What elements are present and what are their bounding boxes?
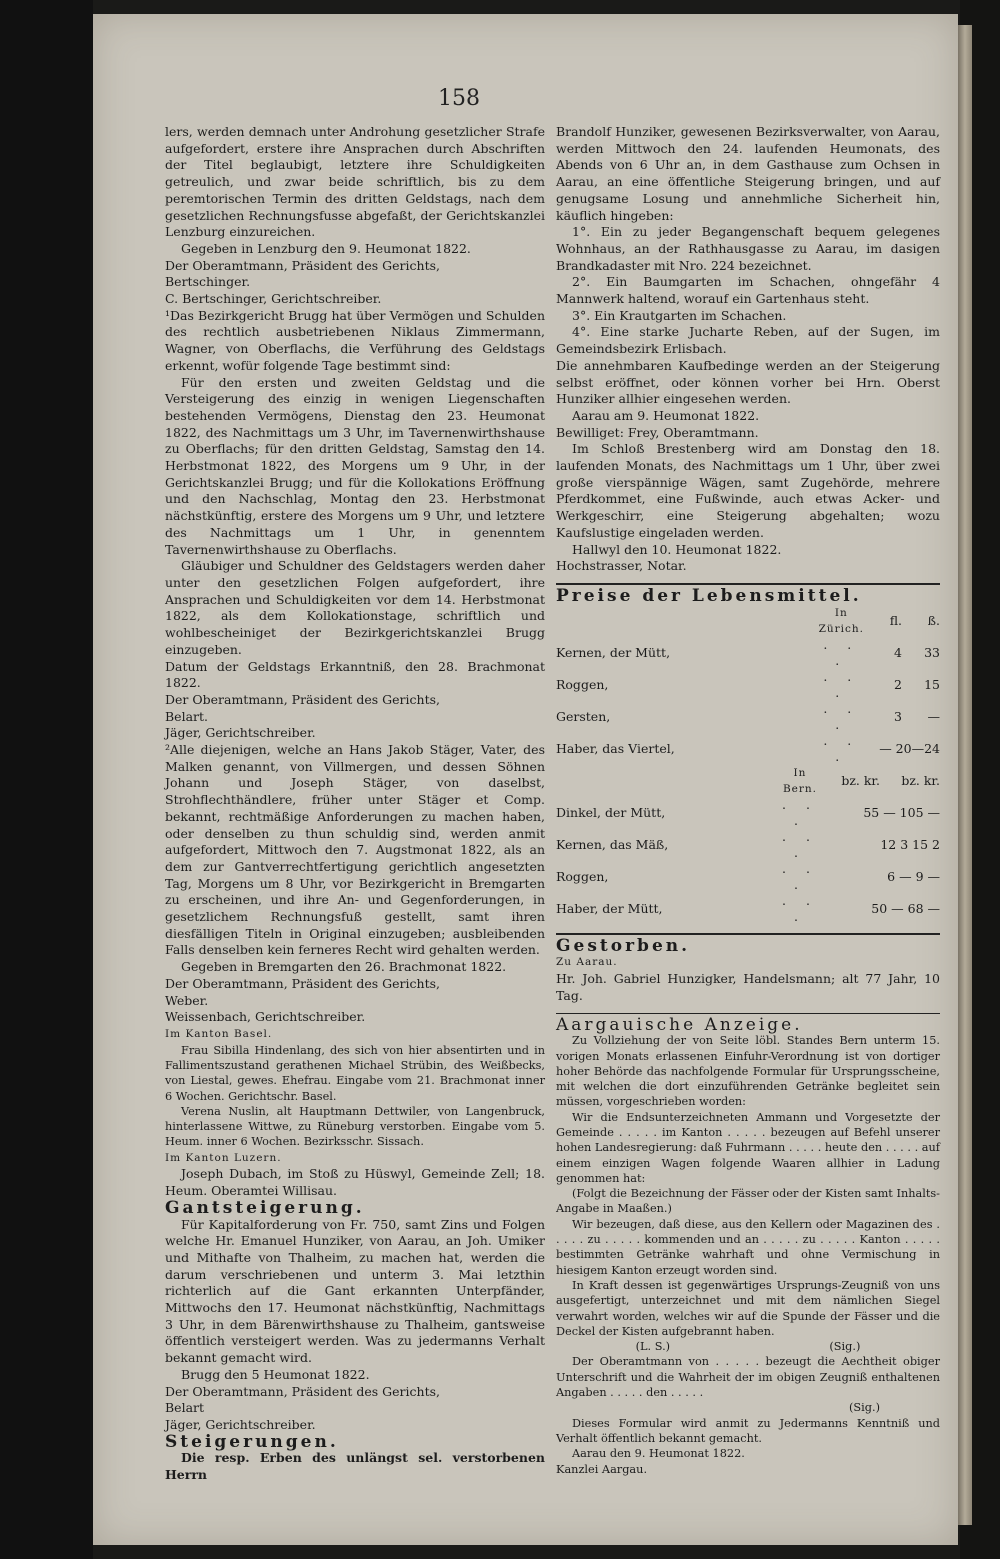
- signature-line: Der Oberamtmann, Präsident des Gerichts,: [165, 975, 440, 991]
- price-value: — 20—24: [879, 740, 940, 756]
- seal-line: [556, 1339, 940, 1354]
- steigerungen-text: Die resp. Erben des unlängst sel. verstorbenen Herrn: [165, 1450, 545, 1483]
- price-item: Roggen,: [556, 676, 609, 692]
- left-column: [165, 124, 545, 1484]
- leader-dots: . . .: [823, 636, 860, 668]
- signature-line: Der Oberamtmann, Präsident des Gerichts,: [165, 257, 440, 273]
- table-row: [556, 829, 940, 861]
- price-item: Dinkel, der Mütt,: [556, 804, 666, 820]
- section-basel-heading: Im Kanton Basel.: [165, 1027, 273, 1040]
- column-header: bz. kr.: [841, 772, 880, 788]
- price-value: 4: [894, 644, 902, 660]
- table-row: [556, 733, 940, 765]
- price-value: —: [927, 708, 940, 724]
- price-value: 55 — 105 —: [863, 804, 940, 820]
- died-heading: Gestorben.: [556, 935, 691, 956]
- table-row: [556, 861, 940, 893]
- notice-brugg-creditors: Gläubiger und Schuldner des Geldstagers werden daher unter den gesetzlichen Folgen aufgefordert, ihre Ansprachen und Schuldigkeiten vor dem 14. Herbstmonat 1822, als dem Kollokationstage, schriftlich und wohlbescheiniget der Bezirkgerichtskanzlei Brugg einzugeben.: [165, 558, 545, 657]
- auction-item: 4°. Eine starke Jucharte Reben, auf der Sugen, im Gemeindsbezirk Erlisbach.: [556, 324, 940, 357]
- section-divider: [556, 933, 940, 935]
- basel-entry: Frau Sibilla Hindenlang, des sich von hier absentirten und in Fallimentszustand gerathenen Michael Strübin, des Weißbecks, von Liestal, gewes. Ehefrau. Eingabe vom 21. Brachmonat inner 6 Wochen. Gerichtschr. Basel.: [165, 1043, 545, 1103]
- page-number: 158: [438, 86, 480, 111]
- section-divider: [556, 1013, 940, 1014]
- section-luzern-heading: Im Kanton Luzern.: [165, 1151, 282, 1164]
- price-value: 12 3 15 2: [880, 836, 940, 852]
- auction-item: 3°. Ein Krautgarten im Schachen.: [572, 307, 787, 323]
- anzeige-text: (Folgt die Bezeichnung der Fässer oder der Kisten samt Inhalts-Angabe in Maaßen.): [556, 1187, 940, 1216]
- price-item: Kernen, das Mäß,: [556, 836, 669, 852]
- leader-dots: . . .: [823, 700, 860, 732]
- price-item: Gersten,: [556, 708, 611, 724]
- luzern-entry: Joseph Dubach, im Stoß zu Hüswyl, Gemeinde Zell; 18. Heum. Oberamtei Willisau.: [165, 1166, 545, 1199]
- notice-bremgarten-text: ²Alle diejenigen, welche an Hans Jakob Stäger, Vater, des Malken genannt, von Villmergen, und dessen Söhnen Johann und Joseph Stäger, von daselbst, Strohflechthändlere, früher unter Stäger et Comp. bekannt, rechtmäßige Anforderungen zu machen haben, oder denselben zu thun schuldig sind, werden anmit aufgefordert, Mittwoch den 7. Augstmonat 1822, als an dem zur Gantverrechtfertigung gerichtlich angesetzten Tag, Morgens um 8 Uhr, vor Bezirkgericht in Bremgarten zu erscheinen, und ihre An- und Gegenforderungen, in gesetzlichem Rechnungsfuß gestellt, samt ihren diesfälligen Titeln in Original einzugeben; ausbleibenden Falls denselben kein ferneres Recht wird gehalten werden.: [165, 742, 545, 958]
- price-value: 6 — 9 —: [887, 868, 940, 884]
- leader-dots: . . .: [782, 796, 818, 828]
- signature-line: Der Oberamtmann, Präsident des Gerichts,: [165, 1383, 440, 1399]
- column-header: ß.: [927, 612, 940, 628]
- signature-clerk: C. Bertschinger, Gerichtschreiber.: [165, 291, 382, 307]
- section-divider: [556, 583, 940, 585]
- seal-mark: (L. S.): [635, 1340, 671, 1354]
- gantsteigerung-date: Brugg den 5 Heumonat 1822.: [181, 1366, 370, 1382]
- anzeige-heading: Aargauische Anzeige.: [556, 1014, 803, 1035]
- price-value: 3: [894, 708, 902, 724]
- prices-zurich-heading: In Zürich.: [818, 606, 864, 635]
- auction-brestenberg-text: Im Schloß Brestenberg wird am Donstag den 18. laufenden Monats, des Nachmittags um 1 Uhr, über zwei große vierspännige Wägen, samt Zugehörde, mehrere Pferdkommet, eine Fußwinde, auch etwas Acker- und Werkgeschirr, eine Steigerung abgehalten; wozu Kaufslustige eingeladen werden.: [556, 441, 940, 540]
- leader-dots: . . .: [823, 732, 860, 764]
- auction-item: 1°. Ein zu jeder Begangenschaft bequem gelegenes Wohnhaus, an der Rathhausgasse zu Aarau, im dasigen Brandkadaster mit Nro. 224 bezeichnet.: [556, 224, 940, 273]
- notary-signature: Hochstrasser, Notar.: [556, 558, 687, 574]
- price-value: 15: [924, 676, 940, 692]
- anzeige-signature: Kanzlei Aargau.: [556, 1462, 648, 1476]
- auction-hunziker-text: Brandolf Hunziker, gewesenen Bezirksverwalter, von Aarau, werden Mittwoch den 24. laufenden Heumonats, des Abends von 6 Uhr an, in dem Gasthause zum Ochsen in Aarau, an eine öffentliche Steigerung bringen, und auf genugsame Losung und annehmliche Sicherheit hin, käuflich hingeben:: [556, 124, 940, 223]
- anzeige-text: Wir die Endsunterzeichneten Ammann und Vorgesetzte der Gemeinde . . . . . im Kanton . . . . . bezeugen auf Befehl unserer hohen Landesregierung: daß Fuhrmann . . . . . heute den . . . . . auf einem einzigen Wagen folgende Waaren allhier in Ladung genommen hat:: [556, 1110, 940, 1185]
- table-row: [556, 893, 940, 925]
- gantsteigerung-text: Für Kapitalforderung von Fr. 750, samt Zins und Folgen welche Hr. Emanuel Hunziker, von Aarau, an Joh. Umiker und Mithafte von Thalheim, zu machen hat, werden die darum verschriebenen und unterm 3. Mai letzthin richterlich auf die Gant erkannten Unterpfänder, Mittwochs den 17. Heumonat nächstkünftig, Nachmittags 3 Uhr, in dem Bärenwirthshause zu Thalheim, gantsweise öffentlich versteigert werden. Was zu jedermanns Verhalt bekannt gemacht wird.: [165, 1216, 545, 1366]
- price-value: 50 — 68 —: [871, 900, 940, 916]
- table-row: [556, 701, 940, 733]
- leader-dots: . . .: [823, 668, 860, 700]
- signature-mark: (Sig.): [849, 1401, 880, 1415]
- auction-brestenberg-date: Hallwyl den 10. Heumonat 1822.: [572, 541, 782, 557]
- auction-conditions: Die annehmbaren Kaufbedinge werden an der Steigerung selbst eröffnet, oder können vorher bei Hrn. Oberst Hunziker allhier eingesehen werden.: [556, 357, 940, 407]
- prices-zurich-table: [556, 605, 940, 765]
- auction-approval: Bewilliget: Frey, Oberamtmann.: [556, 424, 759, 440]
- table-row: [556, 797, 940, 829]
- price-value: 33: [924, 644, 940, 660]
- leader-dots: . . .: [782, 892, 818, 924]
- column-header: fl.: [889, 612, 902, 628]
- notice-lenzburg-date: Gegeben in Lenzburg den 9. Heumonat 1822.: [181, 240, 471, 256]
- anzeige-date: Aarau den 9. Heumonat 1822.: [572, 1447, 745, 1461]
- died-entry: Hr. Joh. Gabriel Hunzigker, Handelsmann; alt 77 Jahr, 10 Tag.: [556, 971, 940, 1003]
- notice-brugg-date: Datum der Geldstags Erkanntniß, den 28. Brachmonat 1822.: [165, 658, 545, 691]
- scan-background-left: [0, 0, 93, 1559]
- basel-entry: Verena Nuslin, alt Hauptmann Dettwiler, von Langenbruck, hinterlassene Wittwe, zu Rüneburg verstorben. Eingabe vom 5. Heum. inner 6 Wochen. Bezirksschr. Sissach.: [165, 1104, 545, 1149]
- right-column: [556, 124, 940, 1477]
- table-row: [556, 637, 940, 669]
- price-item: Roggen,: [556, 868, 609, 884]
- prices-heading: Preise der Lebensmittel.: [556, 585, 862, 606]
- notice-brugg-intro: ¹Das Bezirkgericht Brugg hat über Vermögen und Schulden des rechtlich ausbetriebenen Niklaus Zimmermann, Wagner, von Oberflachs, die Verführung des Geldstags erkennt, wofür folgende Tage bestimmt sind:: [165, 307, 545, 373]
- signature-name: Bertschinger.: [165, 274, 251, 290]
- notice-brugg-dates: Für den ersten und zweiten Geldstag und die Versteigerung des einzig in wenigen Liegenschaften bestehenden Vermögens, Dienstag den 23. Heumonat 1822, des Nachmittags um 3 Uhr, im Tavernenwirthshause zu Oberflachs; für den dritten Geldstag, Samstag den 14. Herbstmonat 1822, des Morgens um 9 Uhr, in der Gerichtskanzlei Brugg; und für die Kollokations Eröffnung und den Nachschlag, Montag den 23. Herbstmonat nächstkünftig, erstere des Morgens um 9 Uhr, und letztere des Nachmittags um 1 Uhr, in genenntem Tavernenwirthshause zu Oberflachs.: [165, 374, 545, 557]
- signature-clerk: Jäger, Gerichtschreiber.: [165, 725, 316, 741]
- prices-bern-heading: In Bern.: [782, 766, 818, 795]
- signature-name: Weber.: [165, 992, 209, 1008]
- column-header: bz. kr.: [901, 772, 940, 788]
- steigerungen-heading: Steigerungen.: [165, 1431, 339, 1452]
- price-item: Haber, das Viertel,: [556, 740, 675, 756]
- signature-name: Belart: [165, 1400, 205, 1416]
- prices-bern-table: [556, 765, 940, 925]
- leader-dots: . . .: [782, 828, 818, 860]
- price-item: Kernen, der Mütt,: [556, 644, 671, 660]
- signature-clerk: Weissenbach, Gerichtschreiber.: [165, 1009, 366, 1025]
- anzeige-text: Dieses Formular wird anmit zu Jedermanns Kenntniß und Verhalt öffentlich bekannt gemacht.: [556, 1416, 940, 1445]
- price-value: 2: [894, 676, 902, 692]
- anzeige-text: Zu Vollziehung der von Seite löbl. Standes Bern unterm 15. vorigen Monats erlassenen Einfuhr-Verordnung ist von dortiger hoher Behörde das nachfolgende Formular für Ursprungsscheine, mit welchen die dort einzuführenden Getränke begleitet sein müssen, vorgeschrieben worden:: [556, 1034, 940, 1109]
- anzeige-text: Der Oberamtmann von . . . . . bezeugt die Aechtheit obiger Unterschrift und die Wahrheit der im obigen Zeugniß enthaltenen Angaben . . . . . den . . . . .: [556, 1355, 940, 1400]
- anzeige-text: In Kraft dessen ist gegenwärtiges Ursprungs-Zeugniß von uns ausgefertigt, unterzeichnet und mit dem nämlichen Siegel verwahrt worden, welches wir auf die Spunde der Fässer und die Deckel der Kisten aufgebrannt haben.: [556, 1278, 940, 1338]
- gantsteigerung-heading: Gantsteigerung.: [165, 1197, 365, 1218]
- signature-name: Belart.: [165, 708, 209, 724]
- signature-clerk: Jäger, Gerichtschreiber.: [165, 1417, 316, 1432]
- anzeige-text: Wir bezeugen, daß diese, aus den Kellern oder Magazinen des . . . . . zu . . . . . kommenden und an . . . . . zu . . . . . Kanton . . . . . bestimmten Getränke wahrhaft und ohne Vermischung in hiesigem Kanton erzeugt worden sind.: [556, 1217, 940, 1277]
- auction-item: 2°. Ein Baumgarten im Schachen, ohngefähr 4 Mannwerk haltend, worauf ein Gartenhaus steht.: [556, 274, 940, 307]
- table-row: [556, 669, 940, 701]
- signature-mark: (Sig.): [829, 1340, 861, 1354]
- auction-date: Aarau am 9. Heumonat 1822.: [572, 407, 760, 423]
- page-edge: [958, 25, 972, 1525]
- died-place: Zu Aarau.: [556, 956, 618, 969]
- notice-bremgarten-date: Gegeben in Bremgarten den 26. Brachmonat 1822.: [181, 959, 507, 975]
- signature-line: Der Oberamtmann, Präsident des Gerichts,: [165, 691, 440, 707]
- notice-lenzburg-text: lers, werden demnach unter Androhung gesetzlicher Strafe aufgefordert, erstere ihre Ansprachen durch Abschriften der Titel beglaubigt, letztere ihre Schuldigkeiten getreulich, und zwar beide schriftlich, bis zu dem peremtorischen Termin des dritten Geldstags, nach dem gesetzlichen Rechnungsfusse abgefaßt, der Gerichtskanzlei Lenzburg einzureichen.: [165, 124, 545, 240]
- price-item: Haber, der Mütt,: [556, 900, 663, 916]
- leader-dots: . . .: [782, 860, 818, 892]
